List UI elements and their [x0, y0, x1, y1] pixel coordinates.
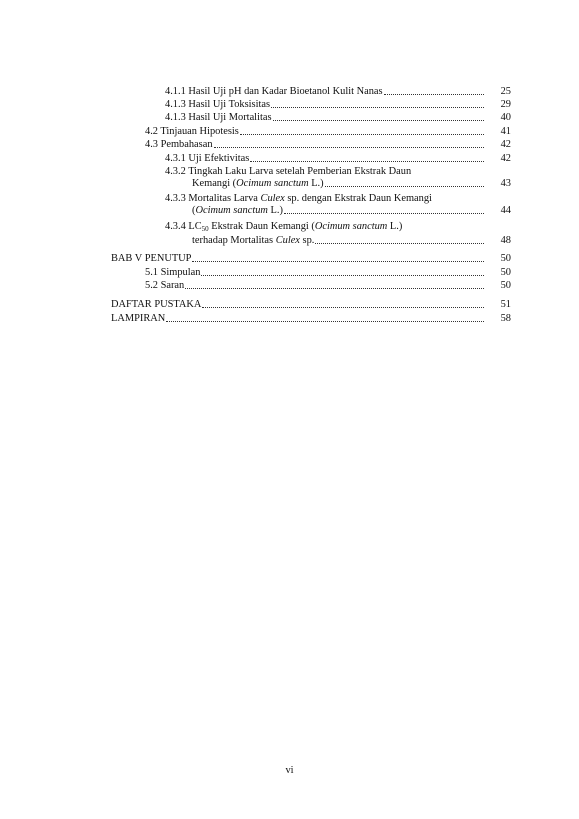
- toc-entry-label-continued: (Ocimum sanctum L.): [192, 205, 283, 216]
- toc-entry-page: 25: [500, 86, 511, 97]
- toc-entry[interactable]: [165, 193, 511, 217]
- toc-entry-label: 4.1.3 Hasil Uji Toksisitas: [165, 99, 271, 110]
- toc-entry-page: 42: [500, 139, 511, 150]
- toc-entry[interactable]: [165, 221, 511, 247]
- leader-dots: [384, 94, 484, 95]
- leader-dots: [250, 161, 484, 162]
- toc-entry-page: 43: [500, 178, 511, 189]
- toc-entry[interactable]: [165, 153, 511, 165]
- leader-dots: [325, 186, 484, 187]
- leader-dots: [185, 288, 484, 289]
- toc-entry-label: LAMPIRAN: [111, 313, 166, 324]
- toc-entry-page: 50: [500, 280, 511, 291]
- leader-dots: [240, 134, 484, 135]
- leader-dots: [273, 120, 485, 121]
- toc-entry[interactable]: [165, 99, 511, 111]
- leader-dots: [192, 261, 484, 262]
- toc-entry-label: 5.2 Saran: [145, 280, 185, 291]
- leader-dots: [201, 275, 484, 276]
- toc-entry-label: BAB V PENUTUP: [111, 253, 192, 264]
- toc-entry-label: DAFTAR PUSTAKA: [111, 299, 202, 310]
- toc-entry[interactable]: [165, 112, 511, 124]
- toc-entry[interactable]: [145, 139, 511, 151]
- leader-dots: [271, 107, 484, 108]
- toc-entry[interactable]: [145, 267, 511, 279]
- page-number: vi: [285, 765, 294, 776]
- toc-entry-page: 40: [500, 112, 511, 123]
- toc-entry-label: 4.2 Tinjauan Hipotesis: [145, 126, 239, 137]
- toc-entry-page: 50: [500, 267, 511, 278]
- toc-entry-label: 5.1 Simpulan: [145, 267, 201, 278]
- toc-entry-page: 48: [500, 235, 511, 246]
- toc-entry[interactable]: [165, 86, 511, 98]
- toc-entry-label-continued: Kemangi (Ocimum sanctum L.): [192, 178, 324, 189]
- toc-entry-page: 44: [500, 205, 511, 216]
- toc-entry[interactable]: [165, 166, 511, 190]
- leader-dots: [166, 321, 484, 322]
- toc-entry-label: 4.3.4 $LC_{50}$ Ekstrak Daun Kemangi (Ocimum sanctum L.): [165, 221, 403, 233]
- toc-entry-label-continued: terhadap Mortalitas Culex sp.: [192, 235, 315, 246]
- toc-entry-label: 4.3.3 Mortalitas Larva Culex sp. dengan Ekstrak Daun Kemangi: [165, 193, 432, 204]
- toc-entry-page: 41: [500, 126, 511, 137]
- toc-entry-page: 51: [500, 299, 511, 310]
- toc-entry-page: 29: [500, 99, 511, 110]
- toc-entry-label: 4.3.2 Tingkah Laku Larva setelah Pemberian Ekstrak Daun: [165, 166, 412, 177]
- toc-entry[interactable]: [111, 313, 511, 325]
- leader-dots: [202, 307, 484, 308]
- toc-entry[interactable]: [111, 299, 511, 311]
- toc-entry[interactable]: [111, 253, 511, 265]
- leader-dots: [214, 147, 484, 148]
- toc-entry[interactable]: [145, 280, 511, 292]
- toc-entry-page: 50: [500, 253, 511, 264]
- toc-entry-label: 4.1.3 Hasil Uji Mortalitas: [165, 112, 272, 123]
- leader-dots: [284, 213, 484, 214]
- toc-entry-label: 4.3 Pembahasan: [145, 139, 213, 150]
- toc-entry-label: 4.3.1 Uji Efektivitas: [165, 153, 250, 164]
- toc-entry-page: 58: [500, 313, 511, 324]
- toc-entry[interactable]: [145, 126, 511, 138]
- leader-dots: [315, 243, 484, 244]
- toc-entry-page: 42: [500, 153, 511, 164]
- toc-entry-label: 4.1.1 Hasil Uji pH dan Kadar Bioetanol Kulit Nanas: [165, 86, 383, 97]
